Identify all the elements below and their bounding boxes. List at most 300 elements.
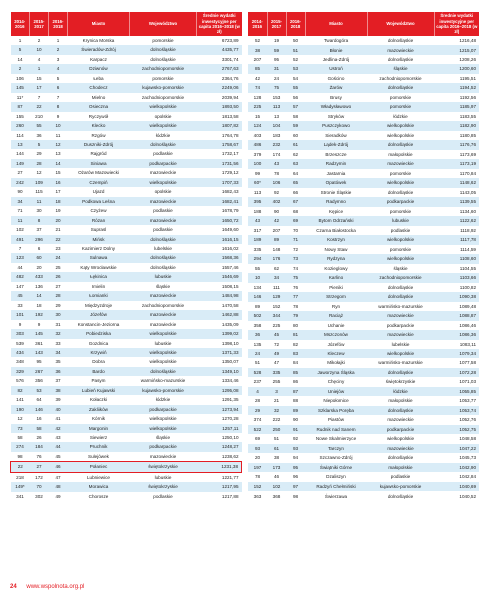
rank-2015-2017-cell: 47	[273, 360, 280, 366]
table-row	[248, 45, 479, 54]
voivodeship-cell: podlaskie	[153, 493, 173, 499]
city-name-cell: Świeradów-Zdrój	[68, 45, 130, 54]
avg-investment-cell: 1071,03	[459, 379, 476, 385]
rank-2016-2018-cell: 55	[286, 83, 305, 92]
city-name-cell: Podkowa Leśna	[68, 197, 130, 206]
voivodeship-cell: pomorskie	[389, 208, 412, 214]
voivodeship-cell: lubuskie	[154, 340, 172, 346]
table-row	[248, 396, 479, 405]
rank-2014-2016-cell: 403	[253, 132, 262, 138]
rank-2014-2016-cell: 5	[11, 45, 30, 54]
table-row	[248, 349, 479, 358]
avg-investment-cell: 1257,11	[197, 424, 242, 433]
city-name-cell: Radymno	[305, 197, 367, 206]
table-row	[11, 131, 242, 140]
rank-2014-2016-cell: 52	[254, 38, 261, 44]
header-2015-2017: 2015-2017	[267, 12, 286, 36]
rank-2015-2017-cell: 433	[30, 272, 49, 281]
rank-2015-2017-cell: 136	[35, 283, 43, 289]
avg-investment-cell: 1114,59	[460, 246, 476, 252]
rank-2014-2016-cell: 10	[248, 273, 267, 282]
rank-2016-2018-cell: 89	[286, 406, 305, 415]
city-name-cell: Tarczyn	[305, 444, 367, 453]
rank-2016-2018-cell: 54	[292, 75, 299, 81]
city-name-cell: Szczawno-Zdrój	[319, 455, 353, 461]
city-name-cell: Ożarów Mazowiecki	[78, 170, 119, 176]
rank-2014-2016-cell: 482	[11, 272, 30, 281]
city-name-cell: Stronie Śląskie	[320, 189, 352, 195]
avg-investment-cell: 1893,50	[197, 102, 242, 111]
rank-2014-2016-cell: 218	[16, 474, 24, 480]
table-row	[11, 424, 242, 433]
table-row	[248, 368, 479, 377]
avg-investment-cell: 1231,38	[197, 462, 242, 472]
rank-2014-2016-cell: 102	[16, 227, 24, 233]
voivodeship-cell: mazowieckie	[149, 321, 177, 327]
rank-2015-2017-cell: 102	[267, 482, 286, 491]
rank-2014-2016-cell: 374	[253, 417, 262, 423]
table-row	[248, 463, 479, 472]
table-row	[248, 83, 479, 92]
voivodeship-cell: dolnośląskie	[387, 38, 414, 44]
rank-2015-2017-cell: 76	[36, 453, 42, 459]
rank-2016-2018-cell: 64	[292, 170, 299, 176]
city-name-cell: Kępice	[328, 208, 344, 214]
rank-2014-2016-cell: 294	[248, 254, 267, 263]
voivodeship-cell: zachodniopomorskie	[130, 64, 197, 73]
rank-2014-2016-cell: 106	[16, 75, 24, 81]
rank-2014-2016-cell: 189	[248, 235, 267, 244]
voivodeship-cell: mazowieckie	[367, 45, 434, 54]
rank-2015-2017-cell: 13	[273, 113, 280, 119]
avg-investment-cell: 1568,36	[197, 253, 242, 262]
city-name-cell: Rzgów	[91, 132, 106, 138]
rank-2016-2018-cell: 82	[292, 341, 299, 347]
rank-2016-2018-cell: 8	[49, 102, 68, 111]
voivodeship-cell: mazowieckie	[387, 417, 414, 423]
rank-2015-2017-cell: 3	[267, 387, 286, 396]
rank-2015-2017-cell: 5	[30, 140, 49, 149]
avg-investment-cell: 1732,17	[221, 151, 239, 157]
voivodeship-cell: mazowieckie	[130, 197, 197, 206]
city-name-cell: Sulnawa	[68, 253, 130, 262]
rank-2016-2018-cell: 7	[56, 94, 60, 100]
avg-investment-cell: 1217,95	[197, 482, 242, 491]
rank-2014-2016-cell: 4	[248, 387, 267, 396]
rank-2016-2018-cell: 50	[292, 38, 299, 44]
rank-2015-2017-cell: 46	[273, 474, 280, 480]
rank-2016-2018-cell: 61	[286, 140, 305, 149]
table-row	[248, 121, 479, 130]
rank-2014-2016-cell: 113	[253, 189, 262, 195]
rank-2015-2017-cell: 17	[30, 83, 49, 92]
rank-2015-2017-cell: 267	[30, 367, 49, 376]
rank-2015-2017-cell: 51	[273, 436, 280, 442]
rank-2014-2016-cell: 190	[11, 405, 30, 414]
city-name-cell: Brusy	[330, 94, 342, 100]
rank-2016-2018-cell: 10	[49, 121, 68, 130]
city-name-cell: Morawica	[68, 482, 130, 491]
rank-2015-2017-cell: 176	[267, 254, 286, 263]
rank-2016-2018-cell: 42	[49, 424, 68, 433]
city-name-cell: Chodecz	[68, 83, 130, 92]
table-row	[11, 376, 242, 385]
avg-investment-cell: 1221,77	[221, 474, 239, 480]
voivodeship-cell: wielkopolskie	[367, 254, 434, 263]
avg-investment-cell: 1079,34	[434, 349, 479, 358]
city-name-cell: Kozieglowy	[324, 265, 348, 271]
avg-investment-cell: 1248,27	[197, 442, 242, 451]
rank-2016-2018-cell: 57	[286, 102, 305, 111]
table-row	[11, 112, 242, 121]
avg-investment-cell: 1088,87	[434, 311, 479, 320]
table-row	[248, 93, 479, 102]
avg-investment-cell: 1052,75	[434, 425, 479, 434]
table-header-row	[248, 12, 479, 36]
avg-investment-cell: 1100,82	[459, 284, 476, 290]
city-name-cell: Rózan	[68, 216, 130, 225]
rank-2014-2016-cell: 434	[11, 348, 30, 357]
header-city: Miasto	[68, 12, 130, 36]
city-name-cell: Jastarnia	[326, 170, 346, 176]
rank-2016-2018-cell: 68	[292, 208, 299, 214]
rank-2014-2016-cell: 188	[253, 208, 262, 214]
rank-2014-2016-cell: 123	[11, 253, 30, 262]
city-name-cell: Kołaczki	[89, 397, 108, 403]
voivodeship-cell: dolnośląskie	[130, 235, 197, 244]
table-row	[11, 492, 242, 501]
rank-2016-2018-cell: 24	[49, 253, 68, 262]
voivodeship-cell: dolnośląskie	[150, 56, 176, 62]
voivodeship-cell: dolnośląskie	[367, 406, 434, 415]
rank-2016-2018-cell: 28	[49, 291, 68, 300]
rank-2014-2016-cell: 348	[16, 359, 24, 365]
rank-2015-2017-cell: 153	[272, 94, 281, 100]
voivodeship-cell: wielkopolskie	[367, 178, 434, 187]
table-row	[11, 310, 242, 319]
city-name-cell: Jedlina-Zdrój	[322, 56, 350, 62]
rank-2015-2017-cell: 356	[35, 378, 43, 384]
city-name-cell: Pobiedziska	[68, 329, 130, 338]
avg-investment-cell: 1678,79	[221, 208, 239, 214]
voivodeship-cell: świętokrzyskie	[130, 462, 197, 472]
city-name-cell: Żarów	[305, 83, 367, 92]
rank-2014-2016-cell: 395	[248, 197, 267, 206]
rank-2015-2017-cell: 129	[267, 292, 286, 301]
rank-2015-2017-cell: 18	[36, 302, 42, 308]
table-row	[248, 207, 479, 216]
table-row	[248, 188, 479, 197]
voivodeship-cell: lubuskie	[367, 216, 434, 225]
city-name-cell: Siewierz	[89, 435, 108, 441]
rank-2015-2017-cell: 210	[35, 113, 43, 119]
voivodeship-cell: dolnośląskie	[367, 292, 434, 301]
voivodeship-cell: wielkopolskie	[130, 329, 197, 338]
rank-2016-2018-cell: 45	[55, 453, 61, 459]
voivodeship-cell: dolnośląskie	[387, 56, 414, 62]
table-row	[11, 64, 242, 73]
rank-2015-2017-cell: 172	[35, 474, 43, 480]
avg-investment-cell: 1649,60	[221, 227, 239, 233]
avg-investment-cell: 1072,28	[434, 368, 479, 377]
city-name-cell: Klecko	[68, 121, 130, 130]
header-2016-2018: 2016-2018	[49, 12, 68, 36]
rank-2016-2018-cell: 29	[55, 302, 61, 308]
table-row	[11, 357, 242, 366]
rank-2015-2017-cell: 60	[30, 253, 49, 262]
rank-2016-2018-cell: 1	[56, 38, 60, 43]
table-row	[11, 442, 242, 451]
rank-2016-2018-cell: 60	[292, 132, 299, 138]
avg-investment-cell: 1349,10	[197, 367, 242, 376]
table-row	[11, 414, 242, 423]
city-name-cell: Czempiń	[68, 178, 130, 187]
city-name-cell: Kąty Wrocławskie	[80, 264, 117, 270]
rank-2014-2016-cell: 22	[11, 462, 30, 472]
city-name-cell: Chęciny	[327, 379, 345, 385]
city-name-cell: Sulejówek	[88, 453, 109, 459]
voivodeship-cell: podlaskie	[390, 474, 411, 480]
voivodeship-cell: mazowieckie	[367, 159, 434, 168]
rank-2016-2018-cell: 35	[55, 359, 61, 365]
city-name-cell: Karlino	[305, 273, 367, 282]
avg-investment-cell: 1758,67	[197, 140, 242, 149]
rank-2014-2016-cell: 502	[248, 311, 267, 320]
city-name-cell: Chorosze	[88, 493, 109, 499]
rank-2015-2017-cell: 225	[272, 322, 281, 328]
voivodeship-cell: małopolskie	[388, 398, 413, 404]
city-name-cell: Piastów	[327, 417, 345, 423]
table-row	[11, 405, 242, 414]
rank-2016-2018-cell: 12	[49, 140, 68, 149]
rank-2014-2016-cell: 73	[11, 424, 30, 433]
avg-investment-cell: 1295,08	[197, 386, 242, 395]
voivodeship-cell: podlaskie	[390, 227, 411, 233]
table-row	[11, 263, 242, 272]
table-row	[11, 244, 242, 253]
rank-2015-2017-cell: 183	[272, 132, 281, 138]
rank-2014-2016-cell: 69	[254, 436, 261, 442]
ranking-table-left	[10, 12, 242, 501]
city-name-cell: Błonie	[305, 45, 367, 54]
rank-2016-2018-cell: 73	[286, 254, 305, 263]
rank-2015-2017-cell: 232	[267, 140, 286, 149]
table-row	[11, 348, 242, 357]
avg-investment-cell: 1182,90	[434, 121, 479, 130]
rank-2015-2017-cell: 16	[36, 416, 42, 422]
city-name-cell: Uchanie	[327, 322, 345, 328]
rank-2016-2018-cell: 77	[286, 292, 305, 301]
rank-2016-2018-cell: 69	[286, 216, 305, 225]
avg-investment-cell: 1077,58	[459, 360, 476, 366]
table-row	[11, 225, 242, 234]
rank-2014-2016-cell: 576	[16, 378, 24, 384]
avg-investment-cell: 1291,35	[221, 397, 239, 403]
header-city: Miasto	[305, 12, 367, 36]
rank-2015-2017-cell: 7	[37, 94, 41, 100]
table-row	[248, 283, 479, 292]
page-number: 24	[10, 584, 17, 590]
avg-investment-cell: 1731,56	[197, 159, 242, 168]
voivodeship-cell: pomorskie	[389, 246, 412, 252]
table-row	[248, 55, 479, 64]
rank-2016-2018-cell: 20	[49, 216, 68, 225]
rank-2016-2018-cell: 36	[49, 367, 68, 376]
avg-investment-cell: 1173,19	[434, 159, 479, 168]
table-row	[11, 206, 242, 215]
rank-2014-2016-cell: 100	[248, 159, 267, 168]
table-row	[11, 301, 242, 310]
city-name-cell: Nowe Skalmierzyce	[315, 436, 357, 442]
voivodeship-cell: dolnośląskie	[387, 284, 414, 290]
rank-2015-2017-cell: 302	[35, 493, 43, 499]
rank-2014-2016-cell: 93	[248, 444, 267, 453]
avg-investment-cell: 1185,97	[434, 102, 479, 111]
rank-2016-2018-cell: 63	[286, 159, 305, 168]
rank-2014-2016-cell: 242	[11, 178, 30, 187]
voivodeship-cell: podkarpackie	[130, 442, 197, 451]
rank-2015-2017-cell: 113	[267, 102, 286, 111]
table-row	[248, 292, 479, 301]
voivodeship-cell: kujawsko-pomorskie	[130, 386, 197, 395]
rank-2015-2017-cell: 8	[30, 216, 49, 225]
table-row	[248, 434, 479, 443]
rank-2016-2018-cell: 91	[286, 425, 305, 434]
table-row	[248, 321, 479, 330]
table-row	[11, 149, 242, 158]
table-row	[248, 444, 479, 453]
rank-2015-2017-cell: 11	[30, 197, 49, 206]
avg-investment-cell: 1399,02	[197, 329, 242, 338]
voivodeship-cell: lubelskie	[391, 341, 410, 347]
rank-2015-2017-cell: 184	[30, 442, 49, 451]
rank-2014-2016-cell: 13	[11, 140, 30, 149]
voivodeship-cell: świętokrzyskie	[130, 482, 197, 491]
rank-2014-2016-cell: 225	[248, 102, 267, 111]
rank-2016-2018-cell: 34	[49, 348, 68, 357]
rank-2016-2018-cell: 21	[55, 227, 61, 233]
avg-investment-cell: 1040,52	[459, 493, 476, 499]
voivodeship-cell: pomorskie	[152, 75, 174, 81]
city-name-cell: Bytom Odrzański	[305, 216, 367, 225]
footer-url[interactable]: www.wspolnota.org.pl	[26, 584, 85, 590]
rank-2016-2018-cell: 30	[49, 310, 68, 319]
avg-investment-cell: 1086,46	[459, 322, 476, 328]
voivodeship-cell: wielkopolskie	[386, 132, 415, 138]
rank-2016-2018-cell: 81	[286, 330, 305, 339]
avg-investment-cell: 1086,36	[434, 330, 479, 339]
table-row	[248, 112, 479, 121]
rank-2014-2016-cell: 71	[17, 208, 23, 214]
rank-2014-2016-cell: 78	[254, 474, 261, 480]
voivodeship-cell: kujawsko-pomorskie	[367, 482, 434, 491]
rank-2014-2016-cell: 29	[248, 406, 267, 415]
voivodeship-cell: łódzkie	[155, 397, 171, 403]
table-row	[248, 491, 479, 501]
city-name-cell: Władysławowo	[305, 102, 367, 111]
avg-investment-cell: 1371,33	[197, 348, 242, 357]
rank-2014-2016-cell: 58	[17, 435, 23, 441]
table-row	[11, 74, 242, 83]
voivodeship-cell: dolnośląskie	[130, 367, 197, 376]
table-row	[11, 482, 242, 491]
table-row	[11, 253, 242, 262]
city-name-cell: Kleczew	[305, 349, 367, 358]
avg-investment-cell: 1089,48	[459, 303, 476, 309]
rank-2015-2017-cell: 402	[267, 197, 286, 206]
voivodeship-cell: pomorskie	[389, 170, 412, 176]
rank-2016-2018-cell: 33	[55, 340, 61, 346]
table-row	[11, 55, 242, 64]
header-avg-investment: Średnie wydatki inwestycyjne per capita 2016–2018 (w zł)	[197, 12, 242, 36]
city-name-cell: Kostrzyn	[305, 235, 367, 244]
rank-2014-2016-cell: 274	[11, 442, 30, 451]
rank-2016-2018-cell: 97	[286, 482, 305, 491]
rank-2014-2016-cell: 141	[16, 397, 24, 403]
voivodeship-cell: wielkopolskie	[386, 436, 415, 442]
table-row	[248, 273, 479, 282]
voivodeship-cell: podkarpackie	[130, 405, 197, 414]
city-name-cell: Bardo	[68, 367, 130, 376]
city-name-cell: Duszniki-Zdrój	[68, 140, 130, 149]
city-name-cell: Imielin	[91, 283, 106, 289]
table-row	[11, 187, 242, 196]
rank-2016-2018-cell: 80	[292, 322, 299, 328]
rank-2016-2018-cell: 27	[55, 283, 61, 289]
avg-investment-cell: 1208,26	[459, 56, 476, 62]
avg-investment-cell: 1807,82	[197, 121, 242, 130]
voivodeship-cell: śląskie	[393, 265, 408, 271]
rank-2015-2017-cell: 250	[267, 425, 286, 434]
table-row	[248, 330, 479, 339]
table-row	[11, 367, 242, 376]
city-name-cell: Niepołomice	[323, 398, 349, 404]
avg-investment-cell: 1134,60	[459, 208, 476, 214]
voivodeship-cell: warmińsko-mazurskie	[378, 360, 423, 366]
avg-investment-cell: 1217,88	[221, 493, 239, 499]
table-row	[248, 150, 479, 159]
voivodeship-cell: lubuskie	[154, 474, 172, 480]
rank-2015-2017-cell: 173	[267, 463, 286, 472]
rank-2014-2016-cell: 51	[254, 360, 261, 366]
rank-2015-2017-cell: 10	[30, 45, 49, 54]
header-2016-2018: 2016-2018	[286, 12, 305, 36]
rank-2014-2016-cell: 42	[254, 75, 261, 81]
rank-2015-2017-cell: 143	[30, 348, 49, 357]
city-name-cell: Dobra	[92, 359, 105, 365]
rank-2015-2017-cell: 78	[273, 170, 280, 176]
rank-2014-2016-cell: 149	[11, 159, 30, 168]
avg-investment-cell: 1484,98	[197, 291, 242, 300]
rank-2015-2017-cell: 146	[30, 405, 49, 414]
rank-2015-2017-cell: 255	[272, 379, 281, 385]
rank-2016-2018-cell: 59	[286, 121, 305, 130]
rank-2016-2018-cell: 66	[292, 189, 299, 195]
rank-2014-2016-cell: 149*	[11, 482, 30, 491]
avg-investment-cell: 1148,62	[434, 178, 479, 187]
rank-2016-2018-cell: 71	[286, 235, 305, 244]
table-row	[248, 387, 479, 396]
rank-2014-2016-cell: 303	[11, 329, 30, 338]
rank-2016-2018-cell: 92	[292, 436, 299, 442]
rank-2016-2018-cell: 31	[55, 321, 61, 327]
city-name-cell: Łeba	[93, 75, 104, 81]
voivodeship-cell: wielkopolskie	[367, 349, 434, 358]
city-name-cell: Czarna Białostocka	[316, 227, 356, 233]
voivodeship-cell: pomorskie	[389, 94, 412, 100]
rank-2014-2016-cell: 197	[248, 463, 267, 472]
voivodeship-cell: śląskie	[155, 435, 171, 441]
